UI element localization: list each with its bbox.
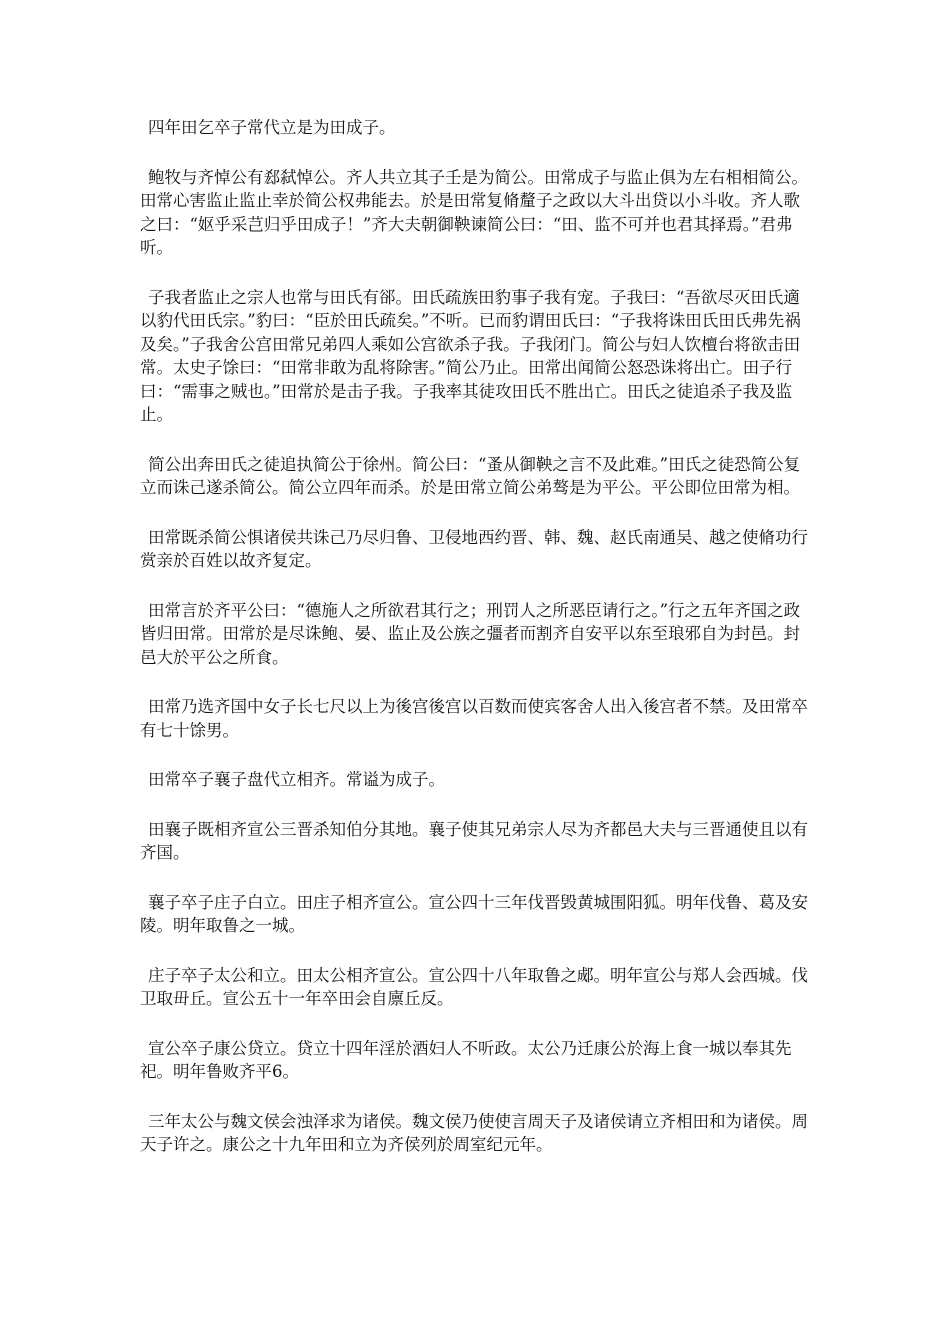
paragraph-7: 田常乃选齐国中女子长七尺以上为後宫後宫以百数而使宾客舍人出入後宫者不禁。及田常卒有七十馀男。 [140, 697, 808, 740]
paragraph-9: 田襄子既相齐宣公三晋杀知伯分其地。襄子使其兄弟宗人尽为齐都邑大夫与三晋通使且以有齐国。 [140, 819, 808, 862]
paragraph-11: 庄子卒子太公和立。田太公相齐宣公。宣公四十八年取鲁之郕。明年宣公与郑人会西城。伐卫取毌丘。宣公五十一年卒田会自廪丘反。 [140, 965, 808, 1008]
document-body [140, 116, 812, 1183]
paragraph-6: 田常言於齐平公曰：“德施人之所欲君其行之；刑罚人之所恶臣请行之。”行之五年齐国之政皆归田常。田常於是尽诛鲍、晏、监止及公族之彊者而割齐自安平以东至琅邪自为封邑。封邑大於平公之所食。 [140, 600, 801, 667]
paragraph-10: 襄子卒子庄子白立。田庄子相齐宣公。宣公四十三年伐晋毁黄城围阳狐。明年伐鲁、葛及安陵。明年取鲁之一城。 [140, 892, 808, 935]
paragraph-4: 简公出奔田氏之徒追执简公于徐州。简公曰：“蚤从御鞅之言不及此难。”田氏之徒恐简公复立而诛己遂杀简公。简公立四年而杀。於是田常立简公弟骜是为平公。平公即位田常为相。 [140, 454, 801, 497]
paragraph-12: 宣公卒子康公贷立。贷立十四年淫於酒妇人不听政。太公乃迁康公於海上食一城以奉其先祀。明年鲁败齐平6。 [140, 1038, 792, 1081]
paragraph-8: 田常卒子襄子盘代立相齐。常谥为成子。 [148, 770, 445, 789]
paragraph-1: 四年田乞卒子常代立是为田成子。 [148, 118, 396, 137]
paragraph-5: 田常既杀简公惧诸侯共诛己乃尽归鲁、卫侵地西约晋、韩、魏、赵氏南通吴、越之使脩功行赏亲於百姓以故齐复定。 [140, 527, 808, 570]
paragraph-2: 鲍牧与齐悼公有郄弑悼公。齐人共立其子壬是为简公。田常成子与监止俱为左右相相简公。田常心害监止监止幸於简公权弗能去。於是田常复脩釐子之政以大斗出贷以小斗收。齐人歌之曰：“妪乎采芑归乎田成子！”齐大夫朝御鞅谏简公曰：“田、监不可并也君其择焉。”君弗听。 [140, 167, 808, 257]
paragraph-13: 三年太公与魏文侯会浊泽求为诸侯。魏文侯乃使使言周天子及诸侯请立齐相田和为诸侯。周天子许之。康公之十九年田和立为齐侯列於周室纪元年。 [140, 1111, 808, 1154]
paragraph-3: 子我者监止之宗人也常与田氏有郤。田氏疏族田豹事子我有宠。子我曰：“吾欲尽灭田氏適以豹代田氏宗。”豹曰：“臣於田氏疏矣。”不听。已而豹谓田氏曰：“子我将诛田氏田氏弗先祸及矣。”子我舍公宫田常兄弟四人乘如公宫欲杀子我。子我闭门。简公与妇人饮檀台将欲击田常。太史子馀曰：“田常非敢为乱将除害。”简公乃止。田常出闻简公怒恐诛将出亡。田子行曰：“需事之贼也。”田常於是击子我。子我率其徒攻田氏不胜出亡。田氏之徒追杀子我及监止。 [140, 287, 801, 424]
